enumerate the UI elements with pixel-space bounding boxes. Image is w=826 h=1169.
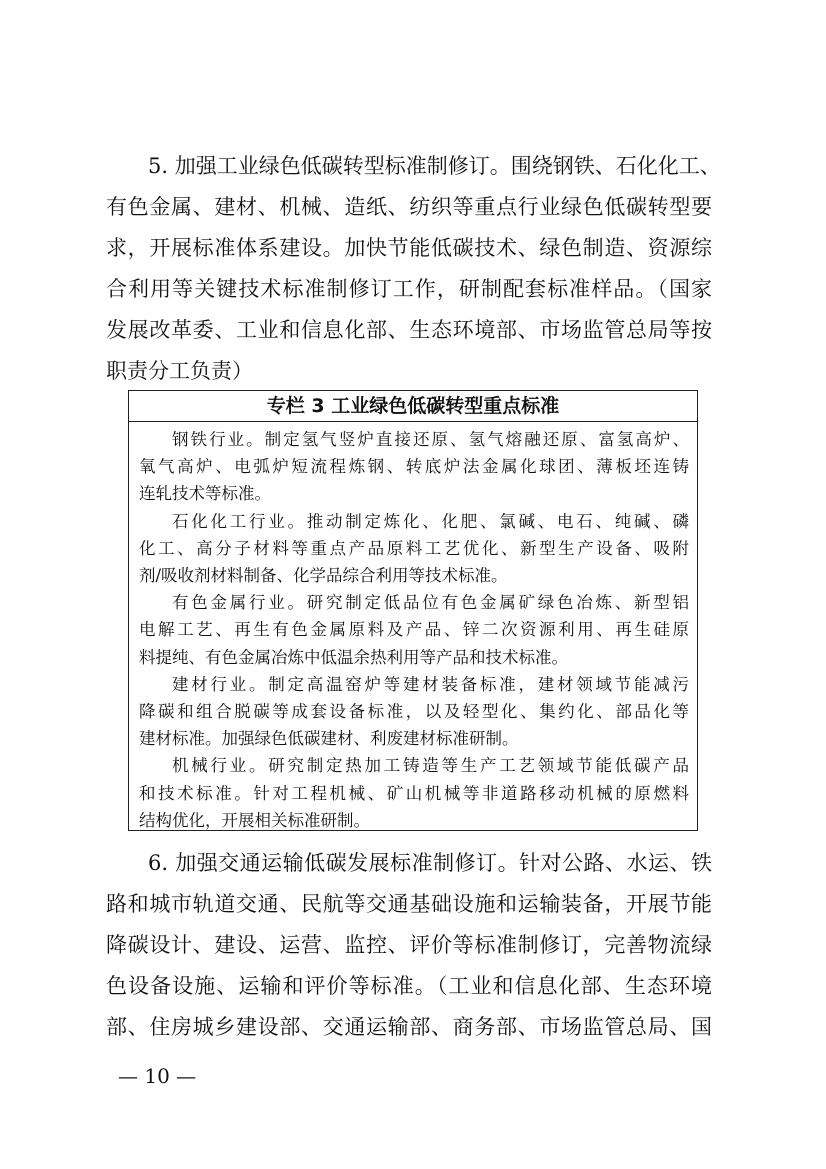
text-line: 结构优化，开展相关标准研制。: [139, 810, 370, 830]
text-line: 和技术标准。针对工程机械、矿山机械等非道路移动机械的原燃料: [139, 783, 689, 803]
text-line: 建材行业。制定高温窑炉等建材装备标准，建材领域节能减污: [172, 674, 689, 694]
text-line: 料提纯、有色金属冶炼中低温余热利用等产品和技术标准。: [139, 647, 568, 667]
text-line: 氧气高炉、电弧炉短流程炼钢、转底炉法金属化球团、薄板坯连铸: [139, 457, 689, 477]
text-line: 化工、高分子材料等重点产品原料工艺优化、新型生产设备、吸附: [139, 538, 689, 558]
section-5-paragraph: [106, 146, 721, 392]
text-line: 职责分工负责）: [106, 359, 253, 383]
column-paragraph-machinery: [139, 752, 689, 834]
text-line: 剂/吸收剂材料制备、化学品综合利用等技术标准。: [139, 566, 508, 586]
text-line: 降碳和组合脱碳等成套设备标准，以及轻型化、集约化、部品化等: [139, 702, 689, 722]
text-line: 5. 加强工业绿色低碳转型标准制修订。围绕钢铁、石化化工、: [148, 154, 721, 178]
text-line: 发展改革委、工业和信息化部、生态环境部、市场监管总局等按: [106, 318, 712, 342]
text-line: 色设备设施、运输和评价等标准。（工业和信息化部、生态环境: [106, 974, 712, 998]
text-line: 合利用等关键技术标准制修订工作，研制配套标准样品。（国家: [106, 277, 712, 301]
text-line: 6. 加强交通运输低碳发展标准制修订。针对公路、水运、铁: [148, 851, 712, 875]
text-line: 机械行业。研究制定热加工铸造等生产工艺领域节能低碳产品: [172, 756, 689, 776]
column-paragraph-steel: [139, 426, 689, 508]
column-paragraph-nonferrous: [139, 589, 689, 671]
column-3-box: [128, 390, 698, 831]
text-line: 有色金属、建材、机械、造纸、纺织等重点行业绿色低碳转型要: [106, 195, 712, 219]
text-line: 求，开展标准体系建设。加快节能低碳技术、绿色制造、资源综: [106, 236, 712, 260]
text-line: 路和城市轨道交通、民航等交通基础设施和运输装备，开展节能: [106, 892, 712, 916]
column-paragraph-building-materials: [139, 671, 689, 753]
column-3-body: [129, 422, 697, 834]
text-line: 电解工艺、再生有色金属原料及产品、锌二次资源利用、再生硅原: [139, 620, 689, 640]
text-line: 有色金属行业。研究制定低品位有色金属矿绿色冶炼、新型铝: [172, 593, 689, 613]
section-6-paragraph: [106, 843, 712, 1048]
column-paragraph-petrochemical: [139, 508, 689, 590]
text-line: 部、住房城乡建设部、交通运输部、商务部、市场监管总局、国: [106, 1015, 712, 1039]
page-number: — 10 —: [118, 1064, 197, 1088]
text-line: 石化化工行业。推动制定炼化、化肥、氯碱、电石、纯碱、磷: [172, 511, 689, 531]
text-line: 连轧技术等标准。: [139, 484, 271, 504]
column-3-title: 专栏 3 工业绿色低碳转型重点标准: [129, 391, 697, 422]
text-line: 钢铁行业。制定氢气竖炉直接还原、氢气熔融还原、富氢高炉、: [172, 430, 689, 449]
text-line: 建材标准。加强绿色低碳建材、利废建材标准研制。: [139, 729, 519, 749]
text-line: 降碳设计、建设、运营、监控、评价等标准制修订，完善物流绿: [106, 933, 712, 957]
